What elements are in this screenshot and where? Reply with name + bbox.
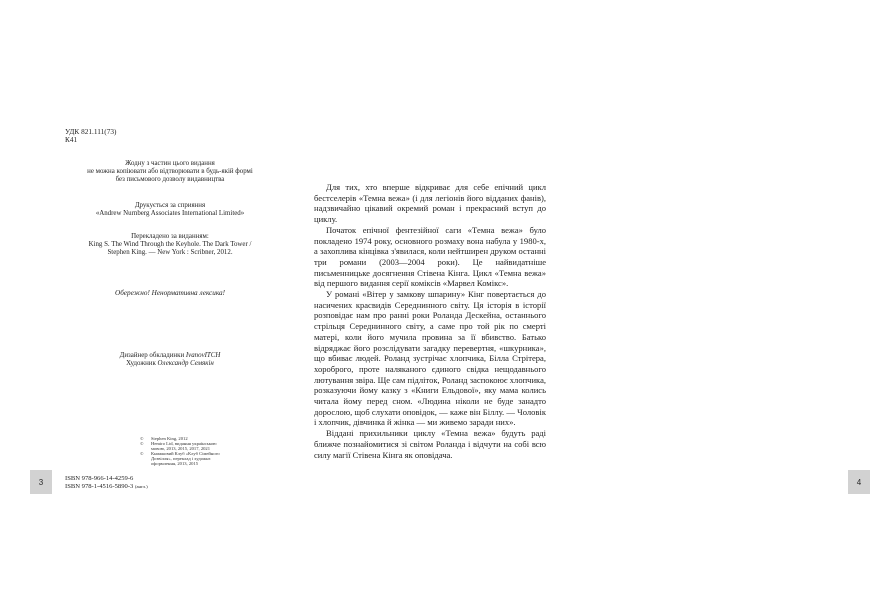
cover-designer-credit: [70, 352, 270, 360]
page-number-left: 3: [30, 470, 52, 494]
illustrator-label: Художник: [126, 360, 158, 368]
udk-code: УДК 821.111(73): [65, 127, 117, 136]
agency-notice: [70, 202, 270, 218]
cover-designer-label: Дизайнер обкладинки: [119, 352, 186, 359]
paragraph: Початок епічної фентезійної саги «Темна вежа» було покладено 1974 року, основного розмаху вона набула у 1980-х, а захоплива кінцівка з'явилася, коли нейтширен друком останні три романи (2003—2004 роки). Це найвидатніше письменницьке досягнення Стівена Кінга. Цикл «Темна вежа» від першого видання серії коміксів «Марвел Комікс».: [314, 224, 546, 289]
copyright-text: Stephen King, 2012: [151, 436, 188, 441]
illustrator-credit: [70, 360, 270, 368]
left-page: [0, 0, 300, 600]
agency-line: «Andrew Nurnberg Associates International Limited»: [95, 210, 245, 217]
paragraph: У романі «Вітер у замкову шпарину» Кінг повертається до насичених красвидів Середнинного світу. Ця історія в історії розповідає нам про ранні роки Роланда Дескейна, останнього стрільця Середнинного світу, а саме про той рік по смерті матері, коли його мучила провина за її вбивство. Батько відряджає його розслідувати загадку перевертня, «шкурника», що вбиває людей. Роланд зустрічає хлопчика, Білла Стрітера, хороброго, проте наляканого єдиного свідка нещодавнього лютування звіра. Ще сам підліток, Роланд заспокоює хлопчика, розказуючи йому казку з «Книги Ельдової», яку мама колись читала йому перед сном. «Людина ніколи не буде занадто дорослою, щоб слухати оповідок, — каже він Біллу. — Чоловік і хлопчик, дівчинка й жінка — ми живемо заради них».: [314, 289, 546, 428]
agency-line: Друкується за сприяння: [134, 202, 206, 209]
design-credits: [70, 352, 270, 368]
legal-line: не можна копіювати або відтворювати в будь-якій формі: [87, 168, 253, 175]
class-code: К41: [65, 135, 78, 145]
isbn-english: [65, 483, 148, 491]
paragraph: Для тих, хто вперше відкриває для себе епічний цикл бестселерів «Темна вежа» (і для легіонів його відданих фанів), надзвичайно цікавий окремий роман і прекрасний вступ до циклу.: [314, 182, 546, 225]
copyright-text: Книжковий Клуб «Клуб Сімейного Дозвілля», переклад і художнє оформлення, 2013, 2015: [151, 451, 220, 467]
copyright-row: [140, 441, 221, 451]
translation-line: King S. The Wind Through the Keyhole. The Dark Tower /: [88, 241, 252, 248]
isbn-english-suffix: (англ.): [134, 484, 148, 490]
illustrator-name: Олександр Семякін: [157, 360, 214, 368]
isbn-english-number: ISBN 978-1-4516-5890-3: [65, 483, 134, 491]
copyright-symbol: ©: [140, 441, 144, 447]
isbn-ukrainian: ISBN 978-966-14-4259-6: [65, 475, 134, 482]
legal-line: Жодну з частин цього видання: [125, 160, 215, 167]
copyright-row: [140, 451, 221, 466]
profanity-warning: Обережно! Ненормативна лексика!: [115, 289, 225, 297]
copyright-symbol: ©: [140, 436, 144, 441]
udk-block: [65, 128, 116, 145]
copyright-symbol: ©: [140, 451, 144, 457]
annotation-text: [314, 182, 546, 460]
translation-line: Перекладено за виданням:: [131, 233, 209, 240]
copyright-restriction-notice: [80, 160, 260, 184]
legal-line: без письмового дозволу видавництва: [115, 176, 225, 183]
translation-notice: [70, 233, 270, 257]
copyright-text: Hemiro Ltd, видання українською мовою, 2013, 2015, 2017, 2021: [151, 441, 217, 452]
copyright-block: [140, 436, 221, 467]
isbn-block: [65, 475, 148, 492]
translation-line: Stephen King. — New York : Scribner, 2012.: [107, 249, 233, 256]
paragraph: Віддані прихильники циклу «Темна вежа» будуть раді ближче познайомитися зі світом Роланда і відчути на собі всю силу магії Стівена Кінга як оповідача.: [314, 428, 546, 460]
cover-designer-name: IvanovITCH: [185, 352, 221, 359]
page-number-right: 4: [848, 470, 870, 494]
